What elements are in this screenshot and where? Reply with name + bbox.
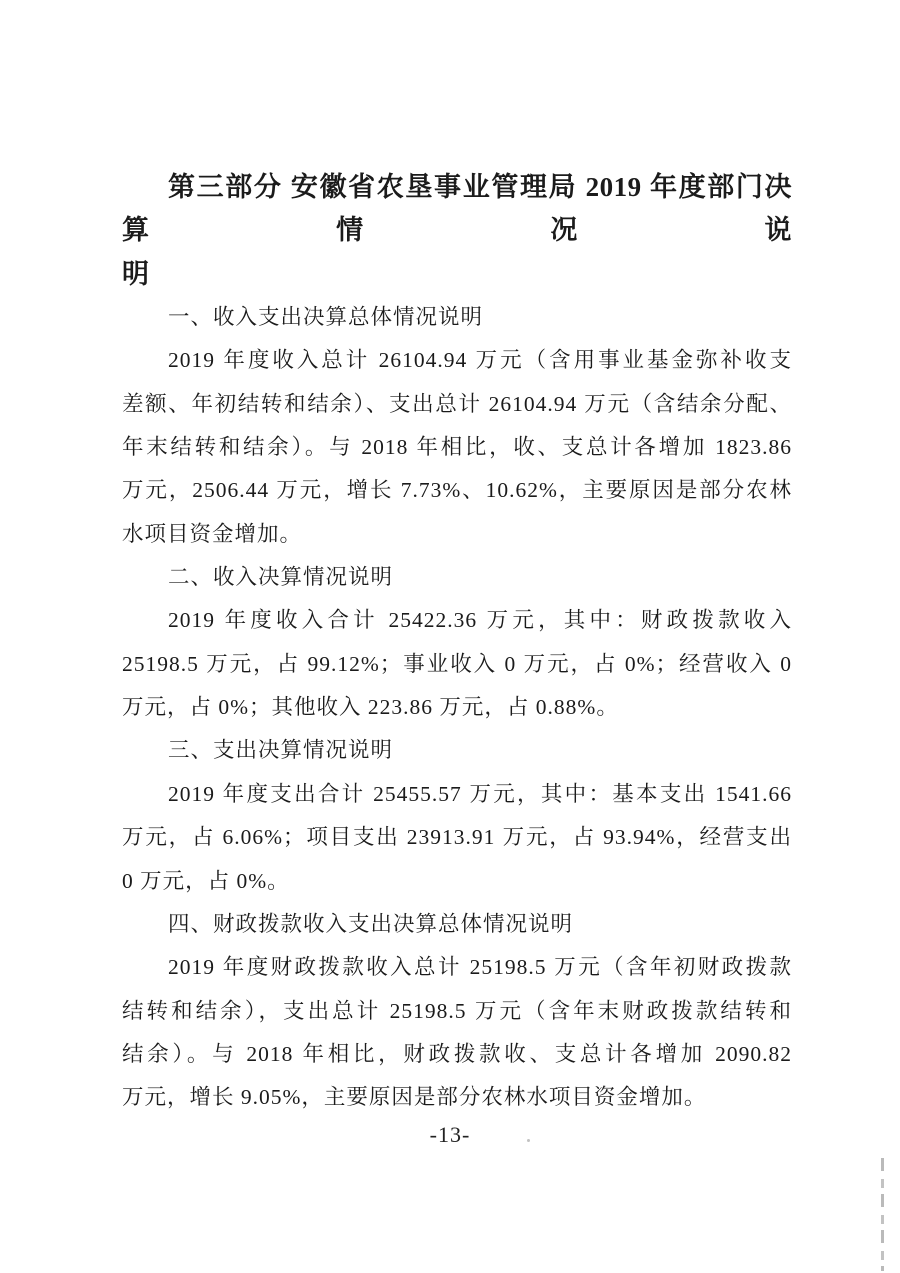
section-2-heading: 二、收入决算情况说明 xyxy=(168,565,394,590)
section-3-para-line-2: 万元，占 6.06%；项目支出 23913.91 万元，占 93.94%，经营支出 xyxy=(122,825,792,850)
section-1-para-line-3: 年末结转和结余）。与 2018 年相比，收、支总计各增加 1823.86 xyxy=(122,435,792,460)
page-number: -13- xyxy=(429,1122,471,1147)
doc-title-line-2: 明 xyxy=(122,258,150,289)
section-4-para-line-4: 万元，增长 9.05%，主要原因是部分农林水项目资金增加。 xyxy=(122,1085,707,1110)
section-1-heading: 一、收入支出决算总体情况说明 xyxy=(168,305,484,330)
doc-title-line-1: 第三部分 安徽省农垦事业管理局 2019 年度部门决算情况说 xyxy=(122,172,792,246)
section-4-para-line-2: 结转和结余），支出总计 25198.5 万元（含年末财政拨款结转和 xyxy=(122,998,792,1023)
section-1-para-line-1: 2019 年度收入总计 26104.94 万元（含用事业基金弥补收支 xyxy=(168,348,792,373)
section-4-para-line-3: 结余）。与 2018 年相比，财政拨款收、支总计各增加 2090.82 xyxy=(122,1041,792,1066)
section-1-para-line-4: 万元，2506.44 万元，增长 7.73%、10.62%，主要原因是部分农林 xyxy=(122,478,792,503)
section-1-para-line-5: 水项目资金增加。 xyxy=(122,521,303,546)
section-2-para-line-1: 2019 年度收入合计 25422.36 万元，其中：财政拨款收入 xyxy=(168,608,792,633)
section-2-para-line-2: 25198.5 万元，占 99.12%；事业收入 0 万元，占 0%；经营收入 0 xyxy=(122,651,792,676)
document-body xyxy=(122,166,792,1120)
section-4-para-line-1: 2019 年度财政拨款收入总计 25198.5 万元（含年初财政拨款 xyxy=(168,955,792,980)
section-3-heading: 三、支出决算情况说明 xyxy=(168,738,394,763)
scan-edge-artifact xyxy=(881,1158,884,1271)
section-3-para-line-1: 2019 年度支出合计 25455.57 万元，其中：基本支出 1541.66 xyxy=(168,781,792,806)
section-4-heading: 四、财政拨款收入支出决算总体情况说明 xyxy=(168,911,574,936)
section-3-para-line-3: 0 万元，占 0%。 xyxy=(122,868,290,893)
section-1-para-line-2: 差额、年初结转和结余）、支出总计 26104.94 万元（含结余分配、 xyxy=(122,391,792,416)
section-2-para-line-3: 万元，占 0%；其他收入 223.86 万元，占 0.88%。 xyxy=(122,695,619,720)
scan-speck xyxy=(527,1139,530,1142)
